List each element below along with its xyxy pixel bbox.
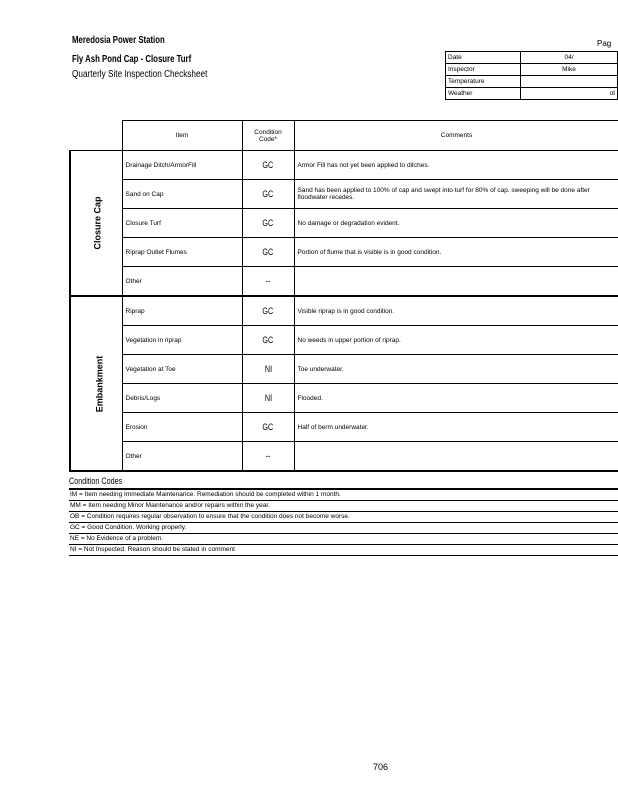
legend-row — [69, 512, 618, 523]
comment-cell: Armor Fill has not yet been applied to ditches. — [294, 151, 618, 180]
comment-cell: Flooded. — [294, 384, 618, 413]
table-row — [70, 209, 618, 238]
comment-cell: No damage or degradation evident. — [294, 209, 618, 238]
info-row — [446, 76, 618, 88]
condition-codes-title: Condition Codes — [69, 476, 123, 486]
legend-row — [69, 501, 618, 512]
info-value: ot — [521, 88, 618, 100]
item-cell: Drainage Ditch/ArmorFill — [122, 151, 242, 180]
condition-code-cell: GC — [242, 413, 294, 442]
table-row — [70, 413, 618, 442]
table-row — [70, 355, 618, 384]
item-cell: Sand on Cap — [122, 180, 242, 209]
item-cell: Other — [122, 442, 242, 472]
item-cell: Riprap — [122, 296, 242, 326]
item-cell: Closure Turf — [122, 209, 242, 238]
condition-code-cell: GC — [242, 209, 294, 238]
table-row — [70, 326, 618, 355]
info-value: 04/ — [521, 52, 618, 64]
condition-code-cell: -- — [242, 442, 294, 472]
condition-code-cell: GC — [242, 180, 294, 209]
inspection-table — [69, 120, 618, 472]
legend-row — [69, 534, 618, 545]
info-label: Temperature — [446, 76, 521, 88]
table-row — [70, 151, 618, 180]
info-label: Date — [446, 52, 521, 64]
comment-cell: No weeds in upper portion of riprap. — [294, 326, 618, 355]
info-label: Weather — [446, 88, 521, 100]
comment-cell: Sand has been applied to 100% of cap and swept into turf for 80% of cap. sweeping will be done after floodwater recedes. — [294, 180, 618, 209]
comment-cell: Portion of flume that is visible is in good condition. — [294, 238, 618, 267]
condition-code-cell: GC — [242, 326, 294, 355]
condition-code-cell: GC — [242, 238, 294, 267]
legend-item: GC = Good Condition. Working properly. — [69, 523, 618, 534]
condition-code-cell: NI — [242, 384, 294, 413]
info-value — [521, 76, 618, 88]
condition-codes-legend — [69, 488, 618, 556]
legend-item: NI = Not Inspected. Reason should be stated in comment — [69, 545, 618, 556]
item-cell: Vegetation in riprap — [122, 326, 242, 355]
info-row — [446, 52, 618, 64]
page-number: 706 — [373, 762, 389, 772]
legend-item: NE = No Evidence of a problem. — [69, 534, 618, 545]
comment-cell — [294, 442, 618, 472]
table-row — [70, 384, 618, 413]
condition-code-cell: GC — [242, 296, 294, 326]
inspection-info-box — [445, 51, 618, 100]
page-label: Pag — [597, 39, 612, 48]
item-cell: Vegetation at Toe — [122, 355, 242, 384]
item-cell: Riprap Outlet Flumes — [122, 238, 242, 267]
table-row — [70, 267, 618, 297]
header-item: Item — [122, 121, 242, 151]
section-label: Embankment — [94, 355, 105, 412]
item-cell: Other — [122, 267, 242, 297]
legend-item: OB = Condition requires regular observation to ensure that the condition does not become worse. — [69, 512, 618, 523]
header-condition-code: Condition Code* — [242, 121, 294, 151]
document-subtitle: Quarterly Site Inspection Checksheet — [72, 69, 208, 80]
comment-cell: Half of berm underwater. — [294, 413, 618, 442]
legend-item: MM = Item needing Minor Maintenance and/or repairs within the year. — [69, 501, 618, 512]
table-header-row — [70, 121, 618, 151]
station-title: Meredosia Power Station — [72, 35, 165, 46]
info-value: Mike — [521, 64, 618, 76]
comment-cell: Visible riprap is in good condition. — [294, 296, 618, 326]
info-label: Inspector — [446, 64, 521, 76]
condition-code-cell: NI — [242, 355, 294, 384]
section-closure-cap — [70, 151, 122, 297]
condition-code-cell: GC — [242, 151, 294, 180]
section-embankment — [70, 296, 122, 471]
legend-item: IM = Item needing Immediate Maintenance. Remediation should be completed within 1 month. — [69, 489, 618, 501]
table-row — [70, 296, 618, 326]
document-title: Fly Ash Pond Cap - Closure Turf — [72, 54, 192, 65]
legend-row — [69, 523, 618, 534]
condition-code-cell: -- — [242, 267, 294, 297]
table-row — [70, 238, 618, 267]
legend-row — [69, 545, 618, 556]
info-row — [446, 88, 618, 100]
item-cell: Erosion — [122, 413, 242, 442]
comment-cell — [294, 267, 618, 297]
info-row — [446, 64, 618, 76]
header-comments: Comments — [294, 121, 618, 151]
table-row — [70, 442, 618, 472]
legend-row — [69, 489, 618, 501]
item-cell: Debris/Logs — [122, 384, 242, 413]
table-row — [70, 180, 618, 209]
section-label: Closure Cap — [92, 196, 103, 250]
comment-cell: Toe underwater. — [294, 355, 618, 384]
